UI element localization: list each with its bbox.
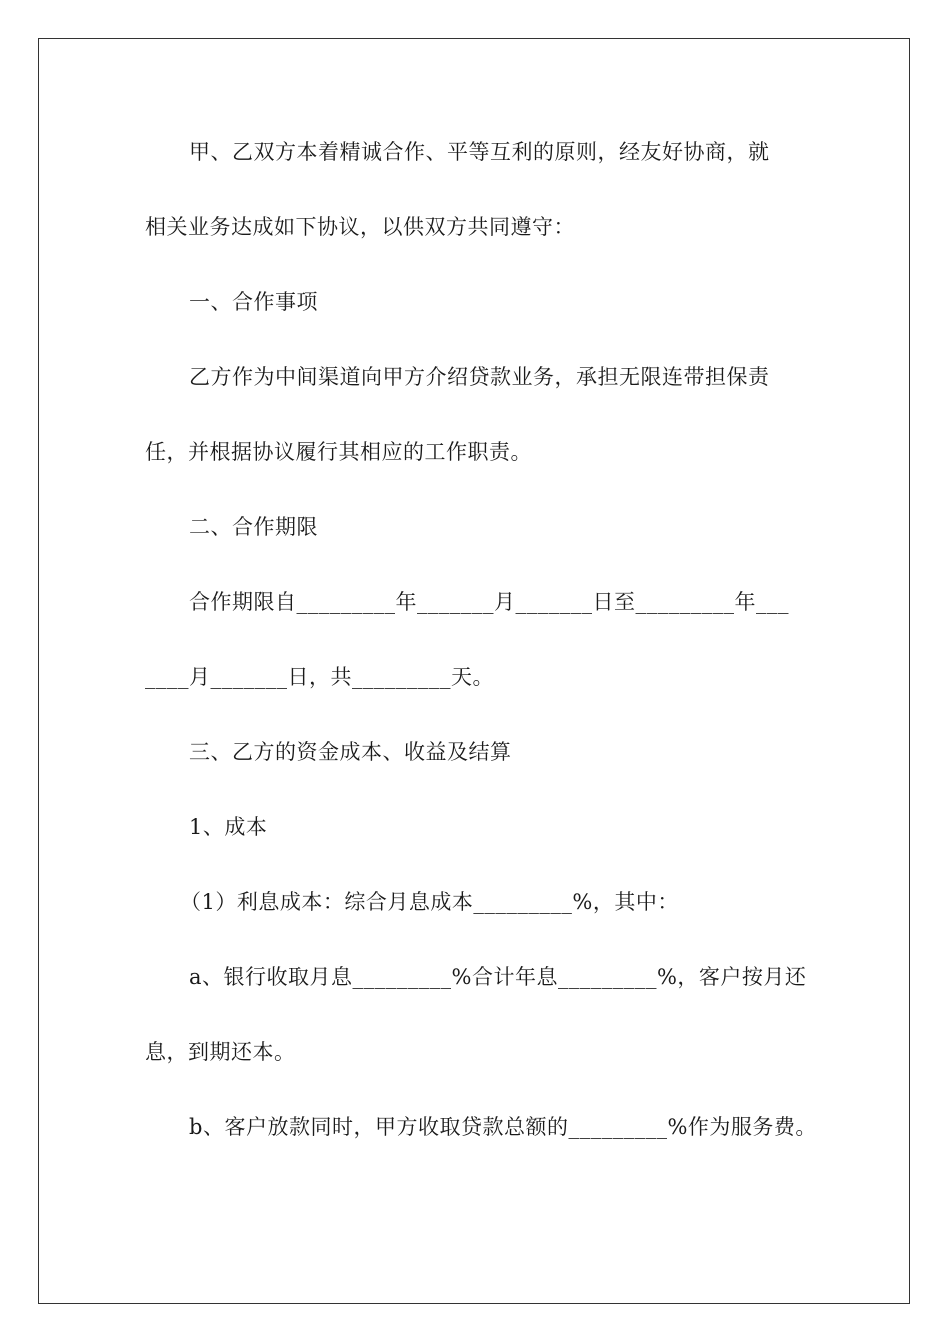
section-heading-cooperation-period: 二、合作期限 — [189, 515, 318, 539]
subsection-heading-cost: 1、成本 — [189, 815, 268, 839]
paragraph-intro-line-2: 相关业务达成如下协议，以供双方共同遵守： — [145, 215, 575, 239]
paragraph-cooperation-line-2: 任，并根据协议履行其相应的工作职责。 — [145, 440, 532, 464]
paragraph-bank-interest-line-2: 息，到期还本。 — [145, 1040, 296, 1064]
section-heading-cooperation-items: 一、合作事项 — [189, 290, 318, 314]
paragraph-bank-interest-line-1: a、银行收取月息_________%合计年息_________%，客户按月还 — [189, 965, 807, 989]
paragraph-interest-cost: （1）利息成本：综合月息成本_________%，其中： — [180, 890, 679, 914]
paragraph-period-line-2: ____月_______日，共_________天。 — [145, 665, 494, 689]
paragraph-intro-line-1: 甲、乙双方本着精诚合作、平等互利的原则，经友好协商，就 — [189, 140, 770, 164]
paragraph-period-line-1: 合作期限自_________年_______月_______日至_________年___ — [189, 590, 789, 614]
paragraph-cooperation-line-1: 乙方作为中间渠道向甲方介绍贷款业务，承担无限连带担保责 — [189, 365, 770, 389]
paragraph-service-fee: b、客户放款同时，甲方收取贷款总额的_________%作为服务费。 — [189, 1115, 817, 1139]
section-heading-cost-revenue: 三、乙方的资金成本、收益及结算 — [189, 740, 512, 764]
